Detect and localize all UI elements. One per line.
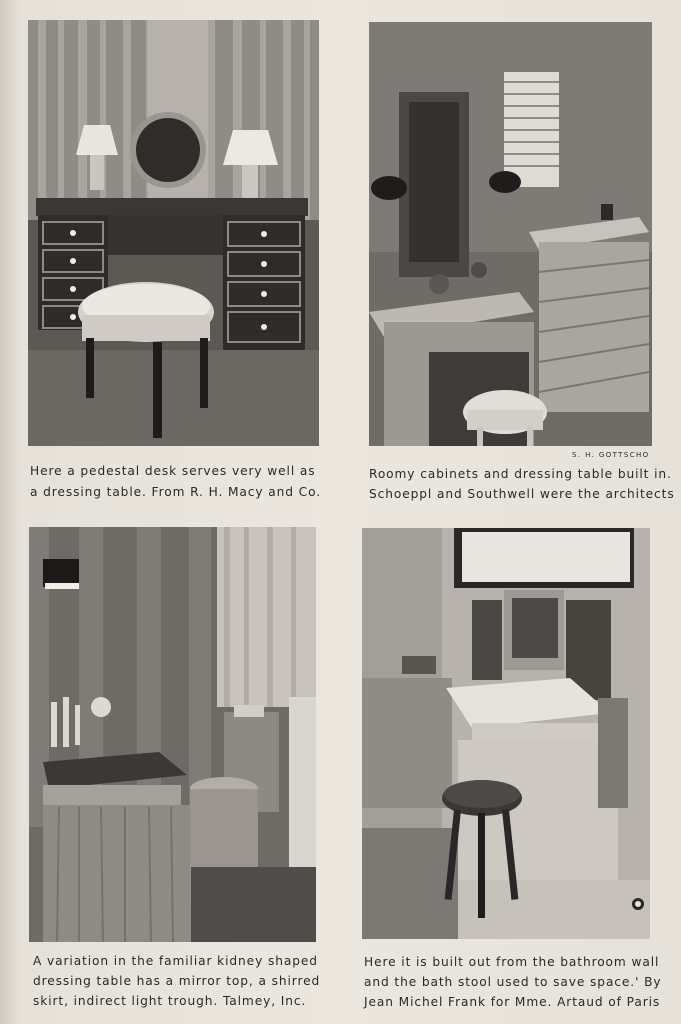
caption-line: Jean Michel Frank for Mme. Artaud of Paris — [364, 995, 661, 1009]
photo-credit: S. H. GOTTSCHO — [572, 451, 650, 459]
caption-line: skirt, indirect light trough. Talmey, Inc. — [33, 994, 307, 1008]
photo-kidney-dressing-table — [29, 527, 316, 942]
caption-line: Here it is built out from the bathroom wall — [364, 955, 660, 969]
caption-line: Schoeppl and Southwell were the architects — [369, 487, 675, 501]
photo-bathroom-wall-dressing — [362, 528, 650, 939]
photo-pedestal-desk — [28, 20, 319, 446]
caption-line: Roomy cabinets and dressing table built in. — [369, 467, 672, 481]
caption-line: dressing table has a mirror top, a shirred — [33, 974, 321, 988]
caption-line: Here a pedestal desk serves very well as — [30, 464, 316, 478]
caption-line: a dressing table. From R. H. Macy and Co. — [30, 485, 322, 499]
caption-line: A variation in the familiar kidney shaped — [33, 954, 318, 968]
caption-line: and the bath stool used to save space.' By — [364, 975, 662, 989]
photo-built-in-cabinets — [369, 22, 652, 446]
